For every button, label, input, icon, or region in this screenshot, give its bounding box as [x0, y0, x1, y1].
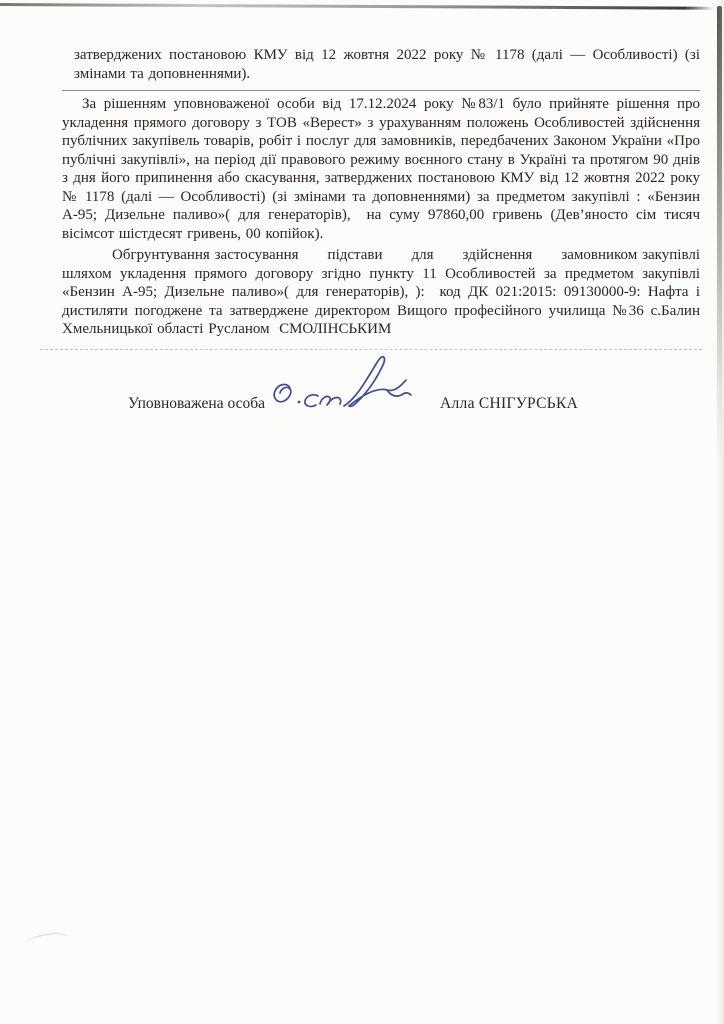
scan-shadow-right-band [715, 0, 724, 1024]
separator-line [62, 90, 700, 91]
paragraph-decision-direct-contract: За рішенням уповноваженої особи від 17.12.2024 року №83/1 було прийняте рішення про укладення прямого договору з ТОВ «Верест» з урахуванням положень Особливостей здійснення публічних закупівель товарів, робіт і послуг для замовників, передбачених Законом України «Про публічні закупівлі», на період дії правового режиму воєнного стану в Україні та протягом 90 днів з дня його припинення або скасування, затверджених постановою КМУ від 12 жовтня 2022 року № 1178 (далі — Особливості) (зі змінами та доповненнями) за предметом закупівлі : «Бензин А-95; Дизельне паливо»( для генераторів), на суму 97860,00 гривень (Дев’яносто сім тисяч вісімсот шістдесят гривень, 00 копійок). [62, 96, 705, 242]
signature-stroke-flourish [344, 357, 411, 407]
signature-stroke-letters [305, 395, 341, 407]
scan-smudge-mark [25, 931, 69, 950]
handwritten-signature [266, 350, 444, 428]
paragraph-amendments-continuation: затверджених постановою КМУ від 12 жовтня 2022 року № 1178 (далі — Особливості) (зі змінами та доповненнями). [74, 47, 705, 82]
document-body [62, 46, 705, 350]
signatory-role-label: Уповноважена особа [128, 395, 265, 412]
paragraph-justification-approval: Обгрунтування застосування підстави для здійснення замовником закупівлі шляхом укладення прямого договору згідно пункту 11 Особливостей за предметом закупівлі «Бензин А-95; Дизельне паливо»( для генераторів), ): код ДК 021:2015: 09130000-9: Нафта і дистиляти погоджене та затверджене директором Вищого професійного училища №36 с.Балин Хмельницької області Русланом СМОЛІНСЬКИМ [62, 247, 705, 337]
scan-edge-top-artifact [0, 3, 714, 10]
signature-dot [298, 401, 301, 404]
signatory-name: Алла СНІГУРСЬКА [440, 395, 579, 412]
signature-stroke-initial [274, 384, 291, 401]
